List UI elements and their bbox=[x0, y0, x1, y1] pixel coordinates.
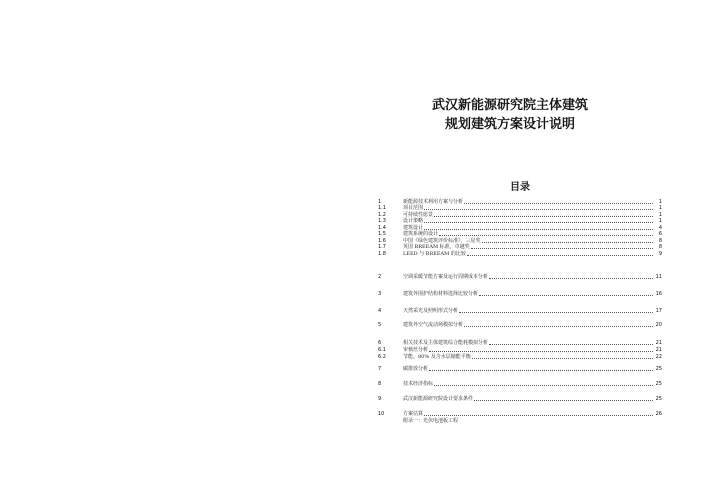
toc-entry-label: 附录一：光伏电池板工程 bbox=[403, 418, 459, 424]
toc-entry[interactable] bbox=[378, 307, 662, 314]
toc-leader-dots bbox=[464, 326, 653, 327]
toc-leader-dots bbox=[424, 222, 653, 223]
toc-entry-number: 1.5 bbox=[378, 231, 386, 237]
document-title: 武汉新能源研究院主体建筑 bbox=[431, 98, 588, 113]
toc-leader-dots bbox=[482, 242, 653, 243]
toc-entry-label: 设计策略 bbox=[403, 218, 424, 224]
toc-entry-label: 中国《绿色建筑评价标准》，三星奖 bbox=[403, 237, 481, 244]
toc-entry-number: 1.7 bbox=[378, 244, 386, 250]
toc-entry[interactable] bbox=[378, 322, 662, 329]
toc-entry-label: 建筑外空气流动场模拟分析 bbox=[403, 322, 464, 328]
toc-entry-page: 25 bbox=[655, 365, 662, 372]
toc-leader-dots bbox=[429, 351, 653, 352]
toc-leader-dots bbox=[467, 255, 653, 256]
toc-entry[interactable] bbox=[378, 396, 662, 403]
toc-entry-label: 英国 BREEAM 标准，卓越奖 bbox=[403, 244, 470, 250]
toc-entry-label: 相关技术及主体建筑综合能耗模拟分析 bbox=[403, 339, 489, 346]
toc-entry-number: 6 bbox=[378, 339, 382, 346]
toc-entry-page: 16 bbox=[655, 291, 662, 297]
toc-entry-number: 9 bbox=[378, 396, 382, 402]
toc-entry-page: 21 bbox=[655, 339, 662, 346]
toc-entry-label: 项目范围 bbox=[403, 205, 424, 211]
toc-entry-page: 21 bbox=[655, 347, 662, 353]
toc-leader-dots bbox=[489, 344, 653, 345]
toc-entry-number: 1.1 bbox=[378, 205, 386, 211]
toc-entry-number: 10 bbox=[378, 411, 385, 417]
toc-entry-number: 1.6 bbox=[378, 237, 386, 244]
toc-entry-number: 4 bbox=[378, 307, 382, 314]
toc-entry-label: 可持续性愿景 bbox=[403, 211, 434, 218]
toc-entry[interactable] bbox=[378, 411, 662, 418]
toc-entry-number: 7 bbox=[378, 365, 382, 372]
toc-entry[interactable] bbox=[378, 347, 662, 354]
toc-leader-dots bbox=[424, 209, 653, 210]
toc-leader-dots bbox=[429, 370, 653, 371]
toc-entry-number: 3 bbox=[378, 291, 382, 297]
document-subtitle: 规划建筑方案设计说明 bbox=[444, 117, 575, 132]
toc-entry-label: 新能源技术利用方案与分析 bbox=[403, 198, 464, 205]
toc-entry[interactable] bbox=[378, 354, 662, 361]
toc-entry[interactable] bbox=[378, 418, 662, 425]
toc-entry-label: 技术经济指标 bbox=[403, 381, 434, 387]
toc-entry-label: LEED 与 BREEAM 的比较 bbox=[403, 250, 466, 257]
toc-leader-dots bbox=[479, 295, 653, 296]
toc-leader-dots bbox=[474, 400, 653, 401]
toc-entry-page: 11 bbox=[655, 274, 662, 280]
toc-entry-page: 6 bbox=[658, 231, 662, 237]
toc-entry[interactable] bbox=[378, 339, 662, 346]
toc-entry-page: 9 bbox=[658, 250, 662, 257]
toc-entry-page: 1 bbox=[658, 198, 662, 205]
toc-entry-number: 8 bbox=[378, 381, 382, 387]
toc-entry-page: 22 bbox=[655, 354, 662, 360]
toc-entry-page: 8 bbox=[658, 237, 662, 244]
toc-entry[interactable] bbox=[378, 365, 662, 372]
toc-leader-dots bbox=[472, 358, 653, 359]
toc-entry-label: 空调采暖节能方案及运行周期成本分析 bbox=[403, 274, 489, 280]
toc-leader-dots bbox=[434, 216, 653, 217]
toc-entry[interactable] bbox=[378, 291, 662, 298]
toc-entry[interactable] bbox=[378, 381, 662, 388]
toc-entry-page: 20 bbox=[655, 322, 662, 328]
toc-entry-page: 25 bbox=[655, 381, 662, 387]
toc-entry-number: 1.3 bbox=[378, 218, 386, 224]
toc-entry-page: 26 bbox=[655, 411, 662, 417]
toc-entry-label: 武汉新能源研究院设计要求条件 bbox=[403, 396, 474, 402]
toc-entry-label: 建筑系统的设计 bbox=[403, 231, 439, 237]
toc-entry-page: 4 bbox=[658, 224, 662, 231]
toc-entry-page: 25 bbox=[655, 396, 662, 402]
toc-entry-number: 1.8 bbox=[378, 250, 386, 257]
toc-heading: 目录 bbox=[510, 182, 530, 193]
toc-entry-label: 建筑外围护结构材料选择比较分析 bbox=[403, 291, 479, 297]
toc-entry-page: 17 bbox=[655, 307, 662, 314]
toc-entry-label: 碳排放分析 bbox=[403, 365, 429, 372]
toc-entry[interactable] bbox=[378, 274, 662, 281]
toc-entry-label: 建筑设计 bbox=[403, 224, 424, 231]
toc-leader-dots bbox=[459, 312, 653, 313]
toc-leader-dots bbox=[464, 203, 653, 204]
toc-leader-dots bbox=[424, 229, 653, 230]
toc-leader-dots bbox=[439, 235, 653, 236]
toc-leader-dots bbox=[471, 248, 653, 249]
toc-entry-page: 1 bbox=[658, 205, 662, 211]
toc-entry-number: 2 bbox=[378, 274, 382, 280]
toc-entry-label: 审核丝分析 bbox=[403, 347, 429, 353]
toc-entry-number: 1 bbox=[378, 198, 382, 205]
toc-entry-label: 天然采光及照明形式分析 bbox=[403, 307, 459, 314]
toc-entry-label: 节能、80% 及含水层储能平衡 bbox=[403, 354, 471, 360]
toc-entry-number: 1.4 bbox=[378, 224, 386, 231]
toc-entry-page: 8 bbox=[658, 244, 662, 250]
toc-leader-dots bbox=[489, 278, 653, 279]
toc-leader-dots bbox=[424, 415, 653, 416]
toc-entry-number: 5 bbox=[378, 322, 382, 328]
toc-entry-page: 1 bbox=[658, 211, 662, 218]
toc-entry[interactable] bbox=[378, 250, 662, 257]
toc-entry-number: 1.2 bbox=[378, 211, 386, 218]
toc-entry-label: 方案估算 bbox=[403, 411, 424, 417]
toc-entry-number: 6.2 bbox=[378, 354, 386, 360]
toc-entry-page: 1 bbox=[658, 218, 662, 224]
toc-entry-number: 6.1 bbox=[378, 347, 386, 353]
toc-leader-dots bbox=[434, 385, 653, 386]
